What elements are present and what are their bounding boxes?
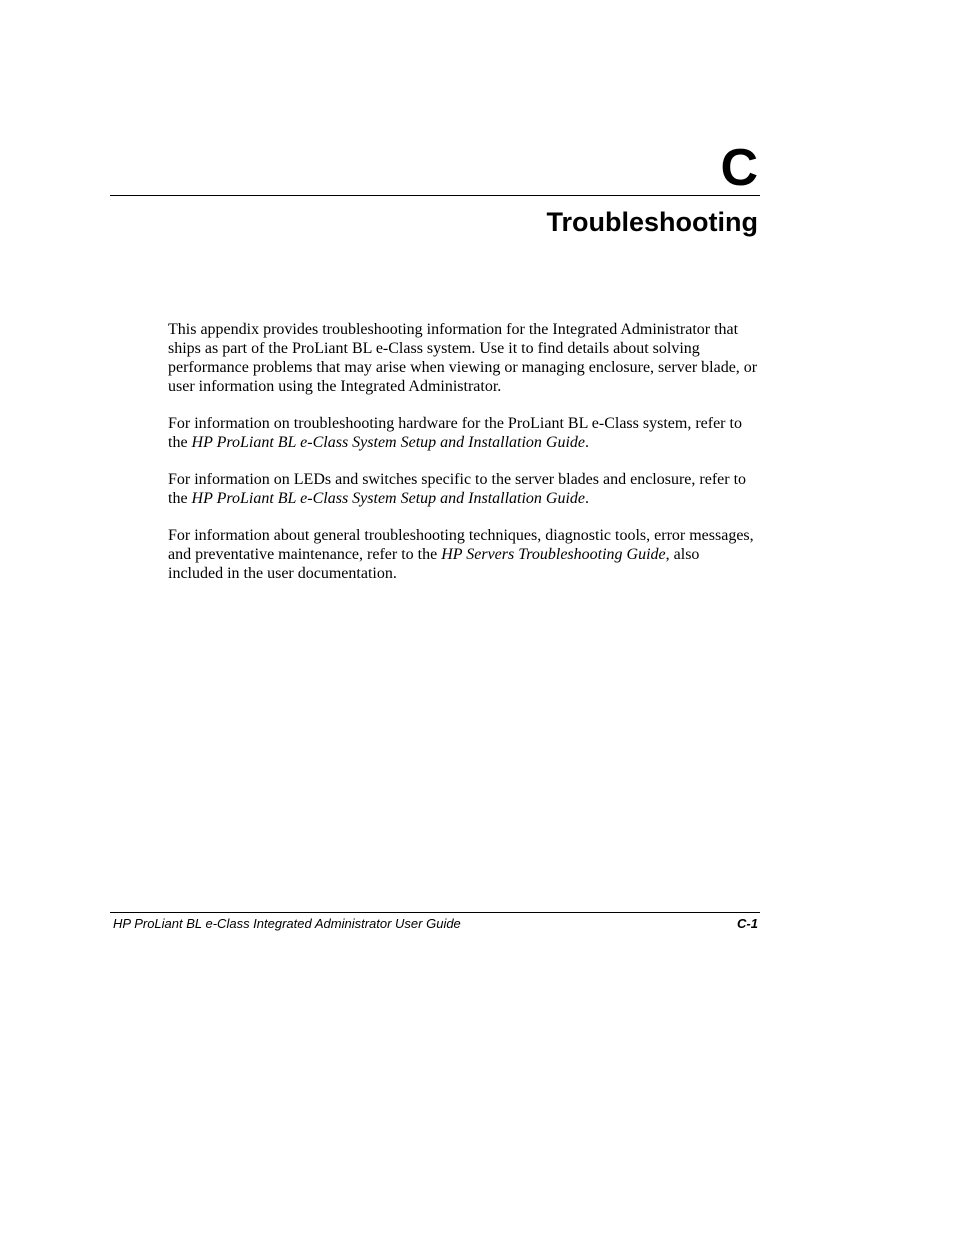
- paragraph-text: .: [585, 434, 590, 451]
- hardware-paragraph: [168, 414, 758, 452]
- paragraph-text: For information on troubleshooting hardware for the ProLiant BL e-Class system, refer to the: [168, 415, 742, 451]
- paragraph-text: , also included in the user documentation.: [168, 546, 700, 582]
- page-number: C-1: [737, 916, 758, 931]
- intro-paragraph: This appendix provides troubleshooting information for the Integrated Administrator that ships as part of the ProLiant BL e-Class system. Use it to find details about solving performance problems that may arise when viewing or managing enclosure, server blade, or user information using the Integrated Administrator.: [168, 321, 758, 395]
- paragraph-text: For information about general troubleshooting techniques, diagnostic tools, error messages, and preventative maintenance, refer to the: [168, 527, 754, 563]
- body-text: [168, 320, 758, 601]
- footer-title: HP ProLiant BL e-Class Integrated Administrator User Guide: [113, 916, 461, 931]
- footer-divider: [110, 912, 760, 913]
- leds-paragraph: [168, 470, 758, 508]
- paragraph-text: .: [585, 490, 590, 507]
- paragraph-text: For information on LEDs and switches specific to the server blades and enclosure, refer to the: [168, 471, 747, 507]
- chapter-letter: C: [720, 139, 758, 197]
- general-paragraph: [168, 526, 758, 583]
- chapter-divider: [110, 195, 760, 196]
- guide-reference: HP ProLiant BL e-Class System Setup and Installation Guide: [191, 490, 586, 507]
- guide-reference: HP Servers Troubleshooting Guide: [441, 546, 666, 563]
- guide-reference: HP ProLiant BL e-Class System Setup and Installation Guide: [191, 434, 586, 451]
- chapter-title: Troubleshooting: [546, 207, 758, 237]
